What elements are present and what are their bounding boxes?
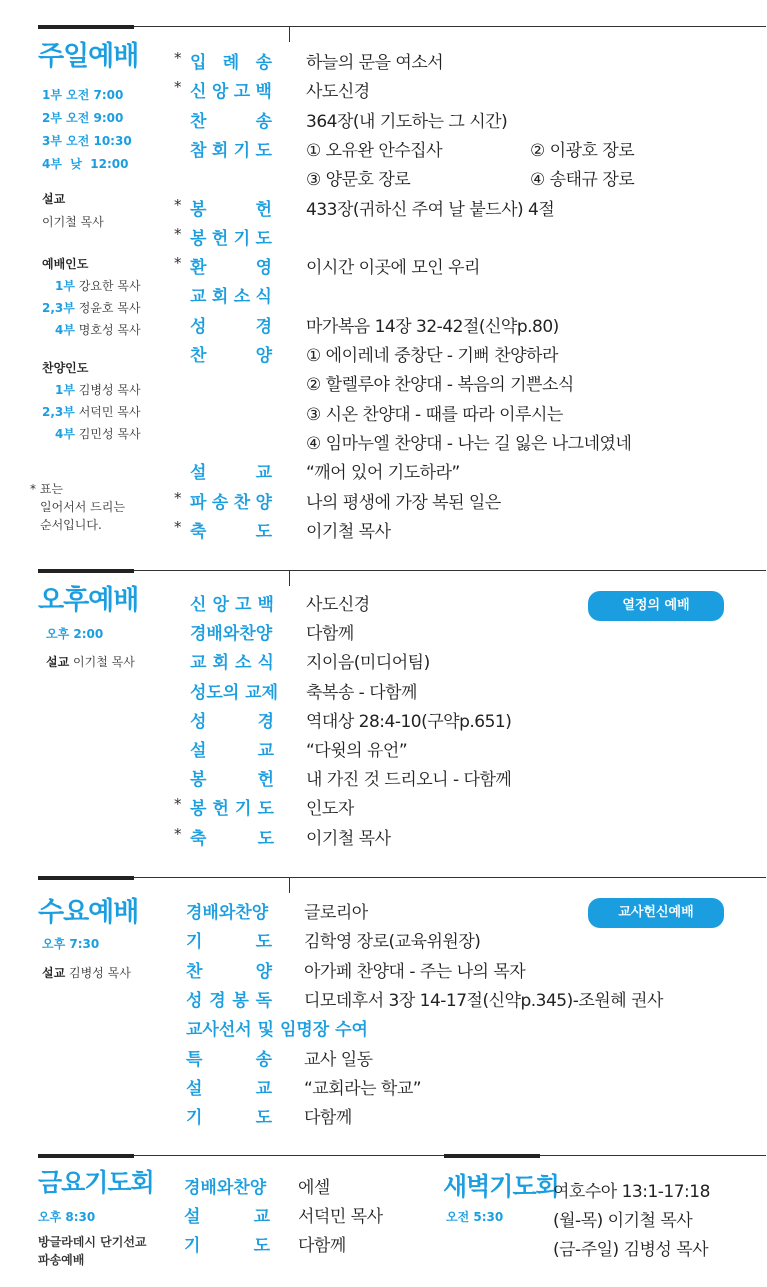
dawn-title: 새벽기도회	[443, 1172, 559, 1201]
dawn-line-3: (금-주일) 김병성 목사	[553, 1240, 709, 1260]
order-label: 기 도	[186, 1108, 272, 1129]
order-label: 축 도	[190, 521, 272, 542]
order-value: 사도신경	[306, 82, 370, 103]
order-value: 사도신경	[306, 595, 370, 615]
afternoon-sermon	[46, 653, 135, 670]
order-label: 경배와찬양	[184, 1178, 267, 1198]
order-label: 성 경	[190, 711, 274, 732]
order-label: 교 회 소 식	[190, 287, 272, 308]
order-label: 성도의 교제	[190, 682, 279, 703]
order-value: ② 할렐루야 찬양대 - 복음의 기쁜소식	[306, 375, 574, 396]
friday-note-1: 방글라데시 단기선교	[38, 1235, 147, 1249]
wednesday-top-rule	[134, 877, 766, 878]
order-label: 봉 헌	[190, 199, 272, 220]
order-value: ④ 임마누엘 찬양대 - 나는 길 잃은 나그네였네	[306, 433, 632, 454]
order-label: 기 도	[184, 1235, 270, 1256]
order-value: 마가복음 14장 32-42절(신약p.80)	[306, 316, 559, 337]
order-label: 기 도	[186, 932, 272, 953]
sunday-note-3: 순서입니다.	[40, 518, 102, 532]
order-value: 글로리아	[304, 903, 368, 923]
order-label: 경배와찬양	[190, 624, 273, 645]
order-value: 역대상 28:4-10(구약p.651)	[306, 711, 512, 732]
dawn-time: 오전 5:30	[446, 1210, 504, 1224]
order-label: 성 경 봉 독	[186, 990, 272, 1011]
order-label: 교사선서 및 임명장 수여	[186, 1020, 368, 1041]
order-value-second: ④ 송태규 장로	[530, 170, 635, 191]
friday-title: 금요기도회	[38, 1168, 154, 1197]
friday-note-2: 파송예배	[38, 1253, 85, 1267]
sunday-praise-2	[42, 403, 140, 420]
sermon-name: 이기철 목사	[73, 655, 135, 669]
required-star: *	[174, 517, 182, 536]
sunday-title: 주일예배	[38, 41, 139, 72]
order-value: ① 에이레네 중창단 - 기뻐 찬양하라	[306, 346, 558, 366]
order-value: ③ 양문호 장로	[306, 170, 411, 191]
order-label: 설 교	[190, 741, 274, 761]
order-value: 이시간 이곳에 모인 우리	[306, 258, 480, 279]
sermon-head: 설교	[42, 966, 66, 980]
wednesday-title: 수요예배	[38, 897, 139, 928]
order-value: ① 오유완 안수집사	[306, 140, 443, 161]
sunday-leader-1	[55, 277, 141, 294]
praise-part: 1부	[55, 383, 75, 397]
order-label: 환 영	[190, 258, 272, 279]
order-value: 다함께	[298, 1235, 346, 1256]
sunday-note-1	[30, 480, 63, 497]
sunday-leader-2	[42, 299, 140, 316]
required-star: *	[174, 488, 182, 507]
sunday-leader-head: 예배인도	[42, 257, 89, 271]
order-value: 364장(내 기도하는 그 시간)	[306, 111, 508, 132]
leader-name: 강요한 목사	[78, 279, 141, 293]
order-label: 봉 헌	[190, 770, 274, 791]
sunday-divider-tick	[289, 26, 290, 42]
afternoon-title: 오후예배	[38, 585, 139, 616]
sunday-time-4: 4부 낮 12:00	[42, 157, 129, 171]
praise-name: 김병성 목사	[78, 383, 141, 397]
required-star: *	[174, 49, 182, 67]
order-label: 신 앙 고 백	[190, 595, 274, 615]
order-value-second: ② 이광호 장로	[530, 140, 635, 161]
leader-part: 2,3부	[42, 301, 75, 315]
order-value: 아가페 찬양대 - 주는 나의 목자	[304, 961, 526, 982]
leader-part: 1부	[55, 279, 75, 293]
leader-part: 4부	[55, 323, 75, 337]
order-value: 다함께	[304, 1108, 352, 1129]
wednesday-time: 오후 7:30	[42, 937, 100, 951]
order-value: “다윗의 유언”	[306, 741, 408, 761]
sunday-sermon-head: 설교	[42, 192, 66, 206]
order-value: 에셀	[298, 1178, 330, 1198]
required-star: *	[174, 78, 182, 97]
order-value: 이기철 목사	[306, 828, 391, 849]
order-label: 신 앙 고 백	[190, 82, 272, 103]
afternoon-top-rule	[134, 570, 766, 571]
sunday-praise-1	[55, 381, 141, 398]
note-text: 표는	[39, 482, 64, 496]
order-value: 이기철 목사	[306, 521, 391, 542]
order-value: “깨어 있어 기도하라”	[306, 463, 460, 484]
order-label: 축 도	[190, 828, 274, 849]
required-star: *	[174, 824, 182, 843]
praise-part: 2,3부	[42, 405, 75, 419]
order-value: 내 가진 것 드리오니 - 다함께	[306, 770, 512, 791]
friday-top-bar	[38, 1154, 134, 1158]
order-value: 축복송 - 다함께	[306, 682, 417, 703]
order-value: 나의 평생에 가장 복된 일은	[306, 492, 501, 513]
sunday-sermon-name: 이기철 목사	[42, 215, 104, 229]
afternoon-top-bar	[38, 569, 134, 573]
sunday-praise-head: 찬양인도	[42, 361, 89, 375]
sermon-head: 설교	[46, 655, 70, 669]
sunday-time-3: 3부 오전 10:30	[42, 134, 132, 148]
order-label: 교 회 소 식	[190, 653, 274, 674]
order-label: 봉 헌 기 도	[190, 228, 272, 249]
sunday-top-bar	[38, 25, 134, 29]
order-label: 찬 양	[186, 961, 272, 982]
wednesday-divider-tick	[289, 877, 290, 893]
order-value: 433장(귀하신 주여 날 붙드사) 4절	[306, 199, 555, 220]
dawn-top-rule	[540, 1155, 766, 1156]
order-label: 성 경	[190, 316, 272, 337]
order-label: 봉 헌 기 도	[190, 799, 274, 820]
dawn-line-1: 여호수아 13:1-17:18	[553, 1182, 710, 1202]
order-label: 찬 송	[190, 111, 272, 132]
order-value: 인도자	[306, 799, 354, 820]
required-star: *	[174, 224, 182, 243]
order-value: ③ 시온 찬양대 - 때를 따라 이루시는	[306, 404, 563, 425]
sunday-time-1: 1부 오전 7:00	[42, 88, 124, 102]
order-label: 파 송 찬 양	[190, 492, 272, 513]
order-label: 특 송	[186, 1049, 272, 1070]
dawn-line-2: (월-목) 이기철 목사	[553, 1211, 693, 1231]
friday-top-rule	[134, 1155, 444, 1156]
note-star: *	[30, 482, 36, 496]
order-value: 서덕민 목사	[298, 1206, 383, 1227]
required-star: *	[174, 254, 182, 273]
order-label: 설 교	[184, 1206, 270, 1227]
order-label: 설 교	[190, 463, 272, 484]
leader-name: 정윤호 목사	[78, 301, 141, 315]
order-value: 하늘의 문을 여소서	[306, 53, 444, 73]
wednesday-top-bar	[38, 876, 134, 880]
sunday-top-rule	[134, 26, 766, 27]
order-value: 지이음(미디어팀)	[306, 653, 430, 674]
order-value: “교회라는 학교”	[304, 1078, 422, 1099]
leader-name: 명호성 목사	[78, 323, 141, 337]
afternoon-badge: 열정의 예배	[588, 591, 724, 621]
sunday-praise-3	[55, 425, 141, 442]
dawn-top-bar	[444, 1154, 540, 1158]
required-star: *	[174, 195, 182, 214]
order-label: 입 례 송	[190, 53, 272, 73]
wednesday-badge: 교사헌신예배	[588, 898, 724, 928]
sunday-leader-3	[55, 321, 141, 338]
required-star: *	[174, 795, 182, 814]
order-value: 교사 일동	[304, 1049, 373, 1070]
sunday-note-2: 일어서서 드리는	[40, 500, 125, 514]
praise-part: 4부	[55, 427, 75, 441]
order-label: 경배와찬양	[186, 903, 269, 923]
order-label: 찬 양	[190, 346, 272, 366]
order-label: 참 회 기 도	[190, 140, 272, 161]
order-value: 다함께	[306, 624, 354, 645]
order-label: 설 교	[186, 1078, 272, 1099]
friday-time: 오후 8:30	[38, 1210, 96, 1224]
afternoon-time: 오후 2:00	[46, 627, 104, 641]
wednesday-sermon	[42, 964, 131, 981]
order-value: 김학영 장로(교육위원장)	[304, 932, 481, 953]
praise-name: 서덕민 목사	[78, 405, 141, 419]
sermon-name: 김병성 목사	[69, 966, 131, 980]
afternoon-divider-tick	[289, 570, 290, 586]
praise-name: 김민성 목사	[78, 427, 141, 441]
sunday-time-2: 2부 오전 9:00	[42, 111, 124, 125]
order-value: 디모데후서 3장 14-17절(신약p.345)-조원혜 권사	[304, 990, 663, 1011]
